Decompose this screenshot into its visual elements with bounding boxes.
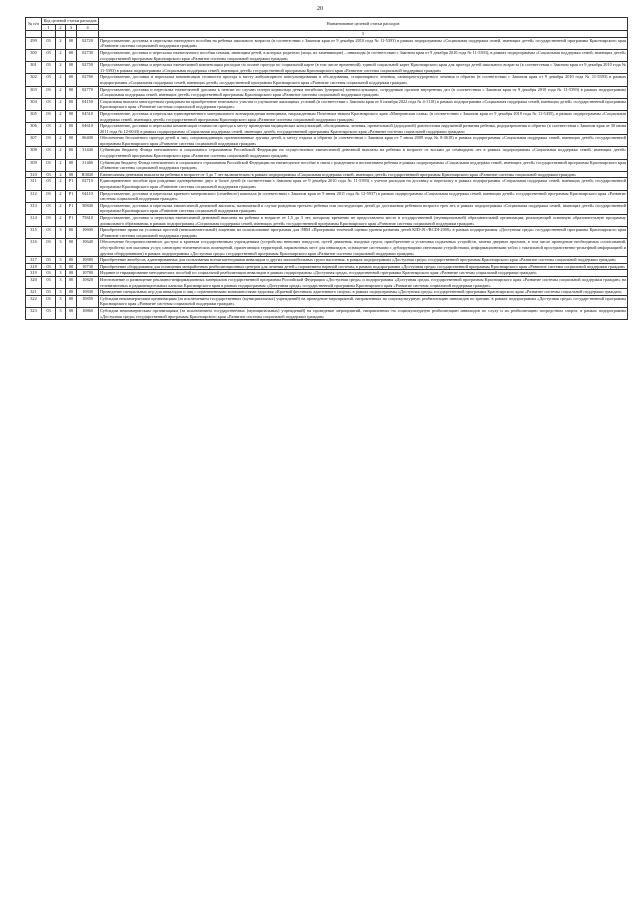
code-part-4: 02770 <box>77 86 99 98</box>
row-description: Предоставление, доставка и пересылка ежемесячной денежной выплаты, назначаемой в случае рождения третьего ребенка или последующих детей до достижения ребенком возраста трех лет, в рамках подпрограммы «Социальная поддержка семей, имеющих детей» государственной программы Красноярского края «Развитие системы социальной поддержки граждан» <box>100 202 626 214</box>
row-number: 313 <box>26 202 42 214</box>
code-part-3: 00 <box>66 295 77 307</box>
code-part-3: 00 <box>66 227 77 239</box>
code-part-3: 00 <box>66 123 77 135</box>
code-part-2: 2 <box>56 74 66 86</box>
code-part-1: 03 <box>42 37 56 49</box>
row-description: Предоставление, доставка и пересылка ежемесячной доплаты к пенсии по случаю потери кормильца детям погибших (умерших) военнослужащих, сотрудников органов внутренних дел (в соответствии с Законом края от 9 декабря 2010 года № 11-5393) в рамках подпрограммы «Социальная поддержка семей, имеющих детей» государственной программы Красноярского края «Развитие системы социальной поддержки граждан» <box>100 86 626 98</box>
row-number: 318 <box>26 263 42 270</box>
code-part-4: 04510 <box>77 110 99 122</box>
row-description: Издание и тиражирование методических пособий по социальной реабилитации инвалидов в рамках подпрограммы «Доступная среда» государственной программы Красноярского края «Развитие системы социальной поддержки граждан» <box>99 270 628 277</box>
table-row <box>26 270 628 277</box>
code-part-2: 3 <box>56 307 66 319</box>
header-col-4: 4 <box>77 24 99 31</box>
row-description: Предоставление, доставка и пересылка ежемесячного пособия семьям, имеющим детей, в которых родители (лица, их заменяющие) – инвалиды (в соответствии с Законом края от 9 декабря 2010 года № 11-5393), в рамках подпрограммы «Социальная поддержка семей, имеющих детей» государственной программы Красноярского края «Развитие системы социальной поддержки граждан» <box>100 49 626 61</box>
table-row <box>26 147 628 159</box>
code-part-1: 03 <box>42 171 56 178</box>
row-number: 321 <box>26 289 42 296</box>
table-row <box>26 263 628 270</box>
header-col-1: 1 <box>42 24 56 31</box>
row-number: 306 <box>26 123 42 135</box>
code-part-4: 31460 <box>77 159 99 171</box>
row-description: Предоставление, доставка и пересылка ежемесячной денежной выплаты на ребенка в возрасте от 1,5 до 3 лет, которому временно не предоставлено место в государственной (муниципальной) образовательной организации, реализующей основную образовательную программу дошкольного образования, в рамках подпрограммы «Социальная поддержка семей, имеющих детей» государственной программы Красноярского края «Развитие системы социальной поддержки граждан» <box>100 215 626 226</box>
code-part-2: 2 <box>56 62 66 74</box>
row-number: 307 <box>26 135 42 147</box>
code-part-3: 00 <box>66 270 77 277</box>
code-part-4: R3020 <box>77 171 99 178</box>
code-part-1: 03 <box>42 202 56 214</box>
code-part-3: 00 <box>66 147 77 159</box>
row-description: Предоставление, доставка и пересылка компенсации стоимости проезда к месту проведения медицинских консультаций, обследования, лечения, пренатальной (дородовой) диагностики нарушений развития ребенка, родоразрешения и обратно (в соответствии с Законом края от 30 июня 2011 года № 12-6043) в рамках подпрограммы «Социальная поддержка семей, имеющих детей» государственной программы Красноярского края «Развитие системы социальной поддержки граждан» <box>100 123 626 134</box>
code-part-4: 02710 <box>77 178 99 190</box>
code-part-3: 00 <box>66 135 77 147</box>
code-part-4: 10600 <box>77 227 99 239</box>
row-description: Предоставление, доставка и пересылка компенсации стоимости проезда к месту амбулаторного консультирования и обследования, стационарного лечения, санаторно-курортного лечения и обратно (в соответствии с Законом края от 9 декабря 2010 года № 11-5393) в рамках подпрограммы «Социальная поддержка семей, имеющих детей» государственной программы Красноярского края «Развитие системы социальной поддержки граждан» <box>100 74 626 85</box>
code-part-2: 2 <box>56 110 66 122</box>
code-part-1: 03 <box>42 62 56 74</box>
row-description: Обеспечение бесплатного проезда детей и лиц, сопровождающих организованные группы детей, к месту отдыха и обратно (в соответствии с Законом края от 7 июля 2009 года № 8-3618) в рамках подпрограммы «Социальная поддержка семей, имеющих детей» государственной программы Красноярского края «Развитие системы социальной поддержки граждан» <box>100 135 626 146</box>
row-number: 317 <box>26 257 42 264</box>
code-part-3: P1 <box>66 178 77 190</box>
code-part-2: 2 <box>56 178 66 190</box>
row-description: Ежемесячная денежная выплата на ребенка в возрасте от 3 до 7 лет включительно в рамках подпрограммы «Социальная поддержка семей, имеющих детей» государственной программы Красноярского края «Развитие системы социальной поддержки граждан» <box>99 171 628 178</box>
row-number: 303 <box>26 86 42 98</box>
row-number: 315 <box>26 227 42 239</box>
code-part-1: 03 <box>42 227 56 239</box>
row-description: Приобретение оборудования для оснащения межрайонных реабилитационных центров для лечения детей с поражением нервной системы, в рамках подпрограммы «Доступная среда» государственной программы Красноярского края «Развитие системы социальной поддержки граждан» <box>99 263 628 270</box>
row-number: 323 <box>26 307 42 319</box>
row-description: Проведение специальных игр для инвалидов и лиц с ограниченными возможностями здоровья «Краевой фестиваль адаптивного спорта» в рамках подпрограммы «Доступная среда» государственной программы Красноярского края «Развитие системы социальной поддержки граждан» <box>99 289 628 296</box>
code-part-2: 2 <box>56 215 66 227</box>
table-row <box>26 257 628 264</box>
code-part-1: 03 <box>42 110 56 122</box>
row-description: Субвенция бюджету Фонда пенсионного и социального страхования Российской Федерации на ежемесячное пособие в связи с рождением и воспитанием ребенка в рамках подпрограммы «Социальная поддержка семей, имеющих детей» государственной программы Красноярского края «Развитие системы социальной поддержки граждан» <box>100 159 626 171</box>
code-part-4: 10680 <box>77 257 99 264</box>
code-part-3: 00 <box>66 110 77 122</box>
code-part-3: 00 <box>66 263 77 270</box>
table-row <box>26 86 628 98</box>
table-row <box>26 215 628 227</box>
table-row <box>26 49 628 61</box>
code-part-3: 00 <box>66 49 77 61</box>
code-part-1: 03 <box>42 307 56 319</box>
row-description: Предоставление, доставка и пересылка единовременного материального вознаграждения женщинам, награжденным Почетным знаком Красноярского края «Материнская слава» (в соответствии с Законом края от 9 декабря 2010 года № 11-5435), в рамках подпрограммы «Социальная поддержка семей, имеющих детей» государственной программы Красноярского края «Развитие системы социальной поддержки граждан» <box>100 110 626 122</box>
code-part-1: 03 <box>42 257 56 264</box>
row-description: Предоставление, доставка и пересылка краевого материнского (семейного) капитала (в соответствии с Законом края от 9 июня 2011 года № 12-5937) в рамках подпрограммы «Социальная поддержка семей, имеющих детей» государственной программы Красноярского края «Развитие системы социальной поддержки граждан» <box>100 190 626 202</box>
table-row <box>26 171 628 178</box>
row-number: 319 <box>26 270 42 277</box>
row-description: Изготовление и размещение рекламно-информационных материалов государственной программы Российской Федерации «Доступная среда» и подпрограммы «Доступная среда» государственной программы Красноярского края «Развитие системы социальной поддержки граждан» на телевизионных и радиовещательных каналах Красноярского края в рамках подпрограммы «Доступная среда» государственной программы Красноярского края «Развитие системы социальной поддержки граждан» <box>100 276 626 288</box>
code-part-3: 00 <box>66 171 77 178</box>
code-part-4: 10780 <box>77 270 99 277</box>
row-number: 304 <box>26 98 42 110</box>
code-part-1: 03 <box>42 178 56 190</box>
code-part-2: 3 <box>56 263 66 270</box>
code-part-1: 03 <box>42 263 56 270</box>
code-part-3: 00 <box>66 276 77 288</box>
table-row <box>26 159 628 171</box>
code-part-2: 2 <box>56 37 66 49</box>
code-part-2: 3 <box>56 270 66 277</box>
budget-classification-table <box>25 17 628 320</box>
table-row <box>26 98 628 110</box>
code-part-2: 3 <box>56 257 66 264</box>
code-part-3: P1 <box>66 202 77 214</box>
table-row <box>26 190 628 202</box>
row-number: 316 <box>26 239 42 257</box>
row-number: 309 <box>26 159 42 171</box>
code-part-4: 02720 <box>77 37 99 49</box>
table-row <box>26 202 628 214</box>
code-part-3: 00 <box>66 98 77 110</box>
code-part-2: 2 <box>56 135 66 147</box>
code-part-4: 50840 <box>77 202 99 214</box>
code-part-3: 00 <box>66 239 77 257</box>
row-description: Обеспечение беспрепятственного доступа к краевым государственным учреждениям (устройство внешних пандусов, путей движения, входных групп, приобретение и установка подъемных устройств, замена дверных проемов, в том числе проведение необходимых согласований, обустройство зон оказания услуг, санитарно-гигиенических помещений, прилегающих территорий, парковочных мест для инвалидов, оснащение системами с дублирующими световыми устройствами, информационными табло с тактильной пространственно-рельефной информацией и другим оборудованием) в рамках подпрограммы «Доступная среда» государственной программы Красноярского края «Развитие системы социальной поддержки граждан» <box>100 239 626 256</box>
code-part-3: 00 <box>66 159 77 171</box>
header-col-2: 2 <box>56 24 66 31</box>
row-description: Субвенция бюджету Фонда пенсионного и социального страхования Российской Федерации на осуществление ежемесячной денежной выплаты на ребенка в возрасте от восьми до семнадцати лет в рамках подпрограммы «Социальная поддержка семей, имеющих детей» государственной программы Красноярского края «Развитие системы социальной поддержки граждан» <box>100 147 626 159</box>
row-description: Единовременное пособие при рождении одновременно двух и более детей (в соответствии с Законом края от 9 декабря 2010 года № 11-5393) с учетом расходов на доставку и пересылку в рамках подпрограммы «Социальная поддержка семей, имеющих детей» государственной программы Красноярского края «Развитие системы социальной поддержки граждан» <box>100 178 626 190</box>
row-description: Субсидии некоммерческим организациям (за исключением государственных (муниципальных) учреждений) на проведение мероприятий, направленных на социокультурную реабилитацию инвалидов по зрению, в рамках подпрограммы «Доступная среда» государственной программы Красноярского края «Развитие системы социальной поддержки граждан» <box>100 295 626 307</box>
code-part-4: 04110 <box>77 190 99 202</box>
row-number: 314 <box>26 215 42 227</box>
code-part-4: 02730 <box>77 49 99 61</box>
code-part-2: 2 <box>56 159 66 171</box>
code-part-3: 00 <box>66 289 77 296</box>
table-row <box>26 123 628 135</box>
row-number: 300 <box>26 49 42 61</box>
code-part-3: 00 <box>66 74 77 86</box>
row-number: 322 <box>26 295 42 307</box>
table-header-row <box>26 18 628 25</box>
row-number: 305 <box>26 110 42 122</box>
header-num: № п/п <box>26 18 42 31</box>
code-part-3: 00 <box>66 307 77 319</box>
code-part-4: 10640 <box>77 239 99 257</box>
row-description: Предоставление, доставка и пересылка ежемесячной компенсации расходов по оплате проезда по социальной карте (в том числе временной), единой социальной карте Красноярского края для проезда детей школьного возраста (в соответствии с Законом края от 9 декабря 2010 года № 11-5393) в рамках подпрограммы «Социальная поддержка семей, имеющих детей» государственной программы Красноярского края «Развитие системы социальной поддержки граждан» <box>100 62 626 73</box>
table-row <box>26 74 628 86</box>
table-row <box>26 295 628 307</box>
table-row <box>26 307 628 319</box>
code-part-1: 03 <box>42 276 56 288</box>
code-part-4: 10840 <box>77 289 99 296</box>
code-part-2: 3 <box>56 239 66 257</box>
code-part-3: 00 <box>66 86 77 98</box>
row-description: Приобретение права на условиях простой (неисключительной) лицензии на использование программы для ЭВМ «Программы точечной оценки уровня развития детей KID<R>/RCDI-2000» в рамках подпрограммы «Доступная среда» государственной программы Красноярского края «Развитие системы социальной поддержки граждан» <box>100 227 626 238</box>
row-number: 308 <box>26 147 42 159</box>
code-part-2: 3 <box>56 276 66 288</box>
code-part-1: 03 <box>42 295 56 307</box>
code-part-2: 2 <box>56 190 66 202</box>
code-part-1: 03 <box>42 123 56 135</box>
code-part-1: 03 <box>42 98 56 110</box>
code-part-2: 2 <box>56 86 66 98</box>
row-number: 299 <box>26 37 42 49</box>
code-part-1: 03 <box>42 239 56 257</box>
header-col-5: 5 <box>99 31 628 38</box>
code-part-3: 00 <box>66 257 77 264</box>
code-part-3: P1 <box>66 215 77 227</box>
header-code: Код целевой статьи расходов <box>42 18 99 25</box>
code-part-2: 3 <box>56 227 66 239</box>
code-part-3: 00 <box>66 62 77 74</box>
code-part-4: 75610 <box>77 215 99 227</box>
table-row <box>26 135 628 147</box>
table-row <box>26 37 628 49</box>
code-part-2: 2 <box>56 147 66 159</box>
code-part-1: 03 <box>42 147 56 159</box>
code-part-4: 10730 <box>77 263 99 270</box>
table-row <box>26 276 628 288</box>
table-row <box>26 110 628 122</box>
code-part-2: 2 <box>56 202 66 214</box>
row-number: 320 <box>26 276 42 288</box>
row-description: Субсидии некоммерческим организациям (за исключением государственных (муниципальных) учреждений) на проведение мероприятий, направленных на социокультурную реабилитацию инвалидов по слуху и их реабилитацию посредством спорта, в рамках подпрограммы «Доступная среда» государственной программы Красноярского края «Развитие системы социальной поддержки граждан» <box>100 307 626 319</box>
code-part-4: 10860 <box>77 307 99 319</box>
code-part-1: 03 <box>42 190 56 202</box>
row-number: 311 <box>26 178 42 190</box>
code-part-2: 2 <box>56 171 66 178</box>
row-description: Социальная выплата многодетным гражданам на приобретение земельного участка и улучшение жилищных условий (в соответствии с Законом края от 6 октября 2022 года № 4-1118) в рамках подпрограммы «Социальная поддержка семей, имеющих детей» государственной программы Красноярского края «Развитие системы социальной поддержки граждан» <box>100 98 626 110</box>
table-row <box>26 178 628 190</box>
table-row <box>26 62 628 74</box>
code-part-1: 03 <box>42 74 56 86</box>
code-part-1: 03 <box>42 215 56 227</box>
table-row <box>26 239 628 257</box>
header-name: Наименование целевой статьи расходов <box>99 18 628 31</box>
table-colnum-row <box>26 31 628 38</box>
code-part-1: 03 <box>42 159 56 171</box>
code-part-1: 03 <box>42 289 56 296</box>
code-part-3: 00 <box>66 37 77 49</box>
code-part-2: 2 <box>56 49 66 61</box>
code-part-4: 31440 <box>77 147 99 159</box>
code-part-1: 03 <box>42 135 56 147</box>
table-row <box>26 227 628 239</box>
code-part-4: 02750 <box>77 62 99 74</box>
code-part-1: 03 <box>42 86 56 98</box>
code-part-1: 03 <box>42 49 56 61</box>
code-part-2: 2 <box>56 98 66 110</box>
code-part-2: 3 <box>56 289 66 296</box>
row-number: 301 <box>26 62 42 74</box>
code-part-3: P1 <box>66 190 77 202</box>
header-col-3: 3 <box>66 24 77 31</box>
code-part-1: 03 <box>42 270 56 277</box>
page-number: 20 <box>317 6 323 12</box>
row-number: 310 <box>26 171 42 178</box>
code-part-2: 3 <box>56 295 66 307</box>
row-number: 302 <box>26 74 42 86</box>
row-number: 312 <box>26 190 42 202</box>
code-part-4: 04150 <box>77 98 99 110</box>
code-part-4: 10850 <box>77 295 99 307</box>
code-part-4: 10820 <box>77 276 99 288</box>
code-part-2: 2 <box>56 123 66 135</box>
code-part-4: 02760 <box>77 74 99 86</box>
row-description: Приобретение автобусов, адаптированных для пользования всеми категориями инвалидов и других маломобильных групп населения, в рамках подпрограммы «Доступная среда» государственной программы Красноярского края «Развитие системы социальной поддержки граждан» <box>99 257 628 264</box>
row-description: Предоставление, доставка и пересылка ежегодного пособия на ребенка школьного возраста (в соответствии с Законом края от 9 декабря 2010 года № 11-5393) в рамках подпрограммы «Социальная поддержка семей, имеющих детей» государственной программы Красноярского края «Развитие системы социальной поддержки граждан» <box>100 37 626 49</box>
table-row <box>26 289 628 296</box>
code-part-4: 06400 <box>77 135 99 147</box>
code-part-4: 04610 <box>77 123 99 135</box>
